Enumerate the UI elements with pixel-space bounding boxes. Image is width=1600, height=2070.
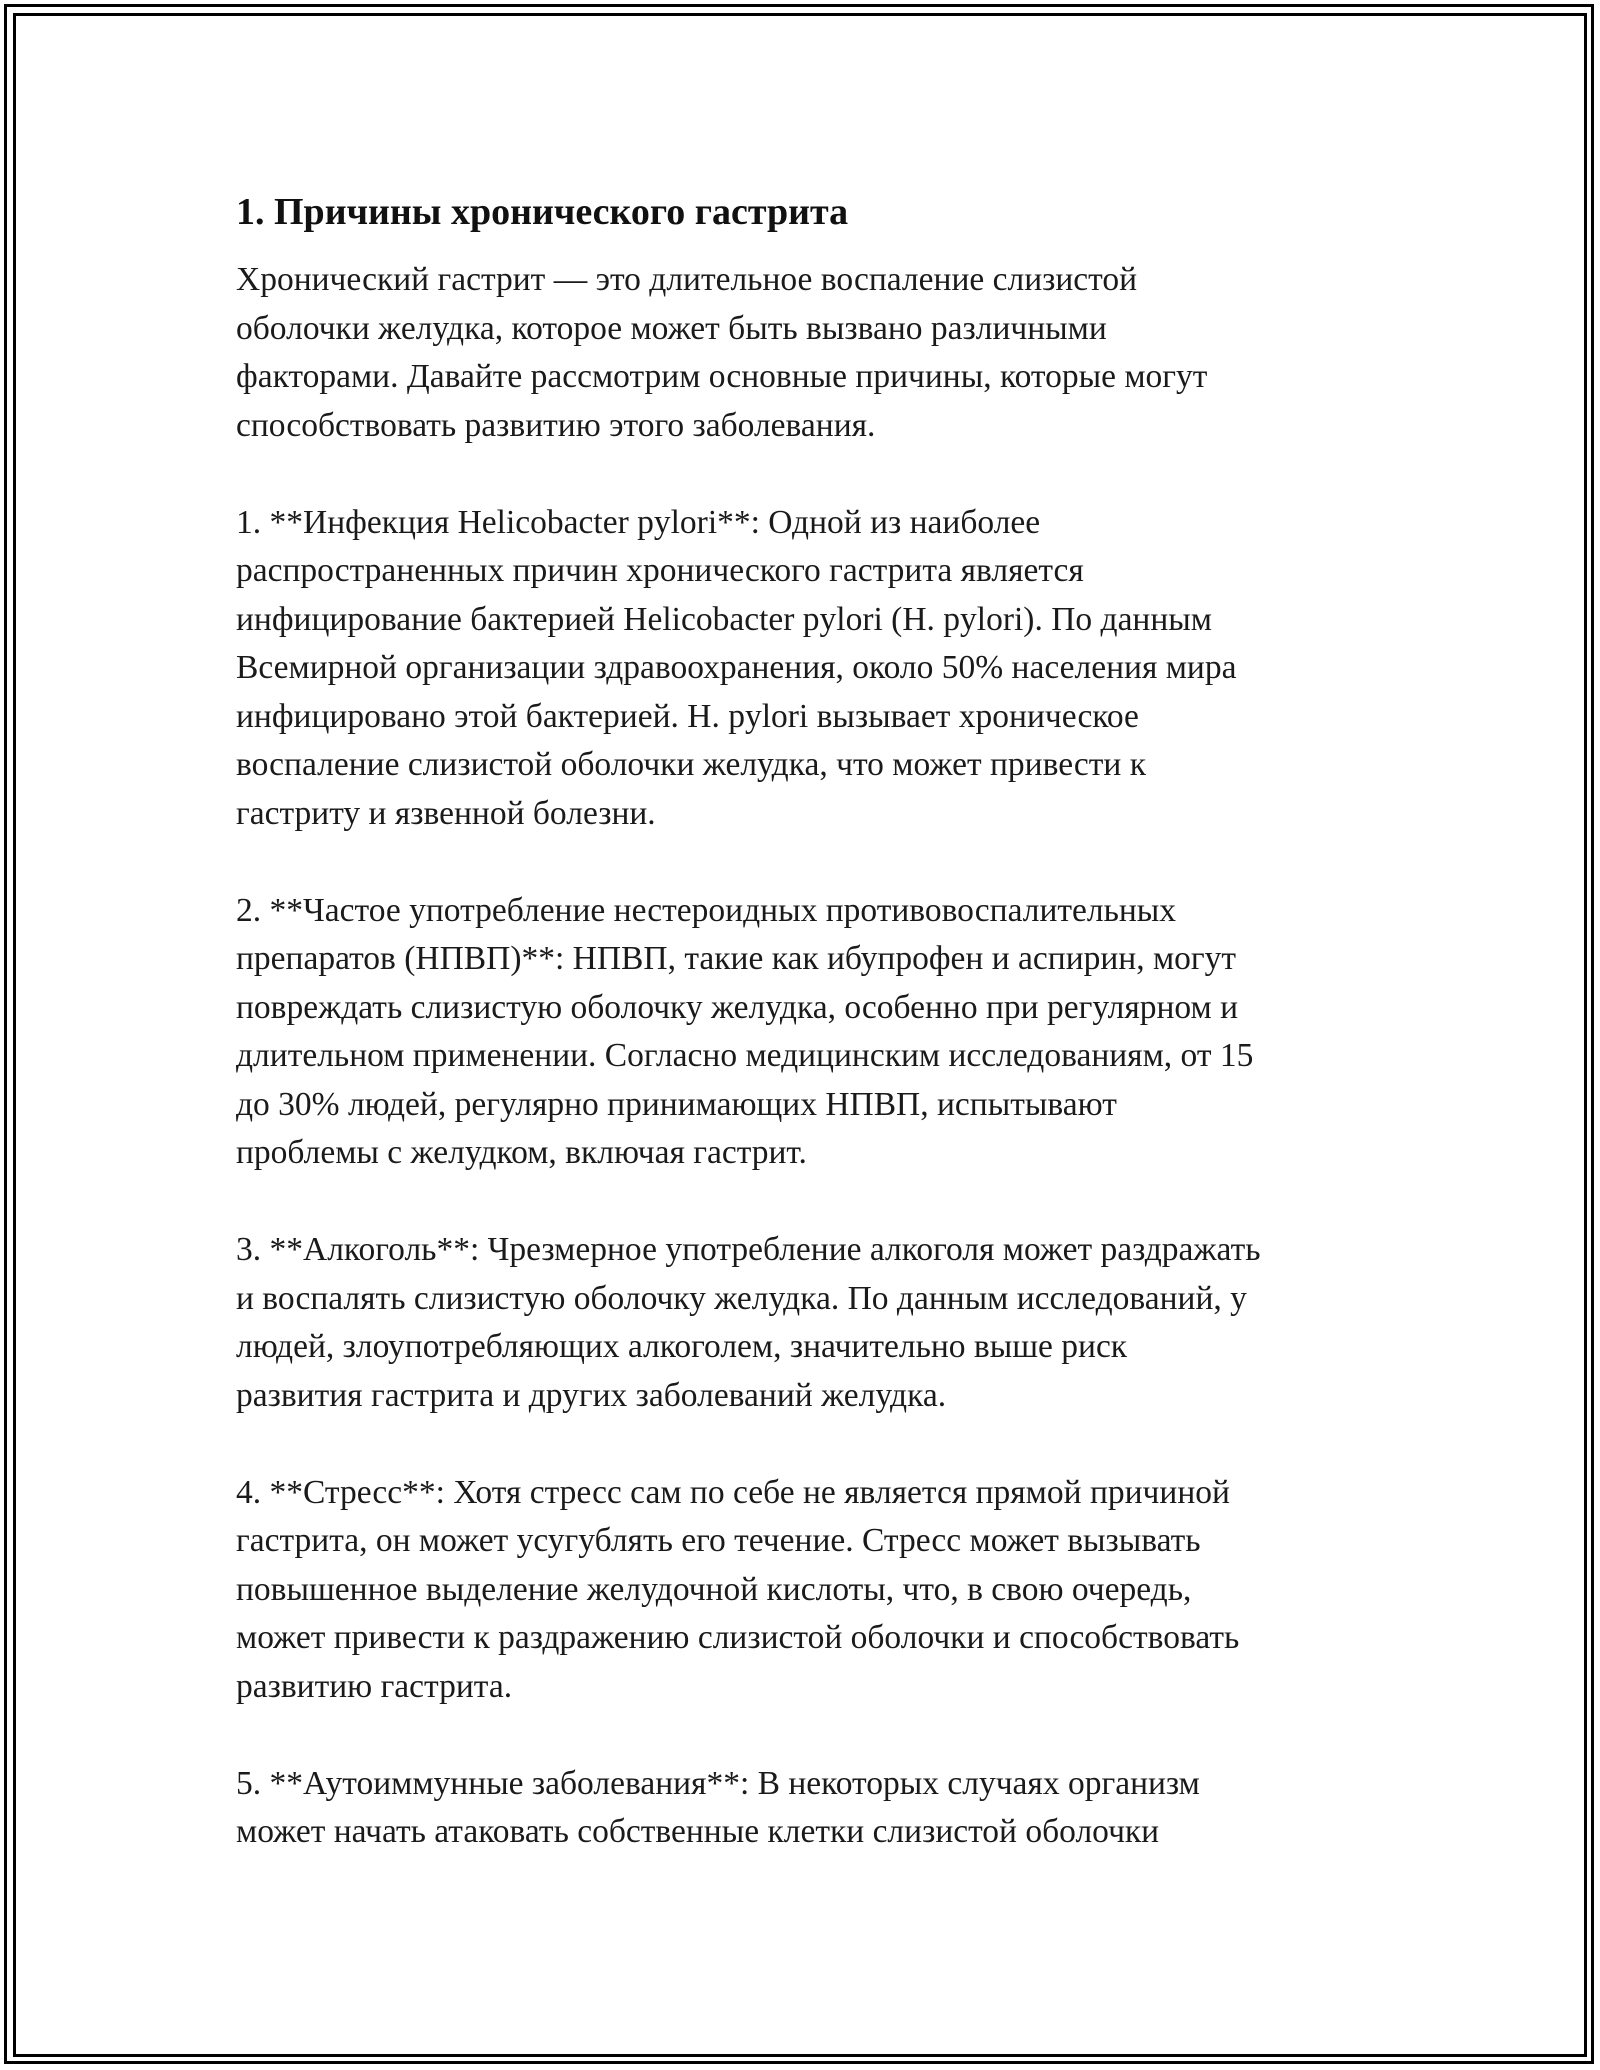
paragraph-list [236, 256, 1376, 1857]
text-line: может привести к раздражению слизистой оболочки и способствовать [236, 1619, 1240, 1656]
text-line: 5. **Аутоиммунные заболевания**: В некоторых случаях организм [236, 1764, 1200, 1802]
text-line: препаратов (НПВП)**: НПВП, такие как ибупрофен и аспирин, могут [236, 940, 1237, 977]
text-line: инфицирование бактерией Helicobacter pylori (H. pylori). По данным [236, 600, 1212, 638]
text-line: 2. **Частое употребление нестероидных противовоспалительных [236, 891, 1177, 929]
text-line: факторами. Давайте рассмотрим основные причины, которые могут [236, 358, 1208, 395]
text-line: инфицировано этой бактерией. H. pylori вызывает хроническое [236, 697, 1139, 735]
text-line: гастрита, он может усугублять его течение. Стресс может вызывать [236, 1522, 1201, 1559]
text-line: повышенное выделение желудочной кислоты, что, в свою очередь, [236, 1570, 1192, 1608]
document-body [236, 188, 1376, 1905]
text-line: 1. **Инфекция Helicobacter pylori**: Одной из наиболее [236, 503, 1041, 541]
text-line: длительном применении. Согласно медицинским исследованиям, от 15 [236, 1037, 1254, 1074]
section-heading: 1. Причины хронического гастрита [236, 191, 849, 233]
list-item-paragraph [236, 499, 1376, 839]
text-line: повреждать слизистую оболочку желудка, особенно при регулярном и [236, 988, 1239, 1026]
text-line: способствовать развитию этого заболевания. [236, 406, 876, 444]
list-item-paragraph [236, 1226, 1376, 1420]
text-line: Всемирной организации здравоохранения, около 50% населения мира [236, 649, 1237, 686]
list-item-paragraph [236, 887, 1376, 1178]
text-line: до 30% людей, регулярно принимающих НПВП, испытывают [236, 1085, 1117, 1123]
list-item-paragraph [236, 1760, 1376, 1857]
text-line: 3. **Алкоголь**: Чрезмерное употребление алкоголя может раздражать [236, 1231, 1261, 1268]
text-line: гастриту и язвенной болезни. [236, 794, 656, 832]
text-line: развитию гастрита. [236, 1667, 513, 1705]
text-line: оболочки желудка, которое может быть вызвано различными [236, 309, 1107, 347]
intro-paragraph [236, 256, 1376, 450]
list-item-paragraph [236, 1469, 1376, 1712]
text-line: Хронический гастрит — это длительное воспаление слизистой [236, 261, 1138, 298]
text-line: воспаление слизистой оболочки желудка, что может привести к [236, 746, 1146, 783]
text-line: 4. **Стресс**: Хотя стресс сам по себе не является прямой причиной [236, 1473, 1230, 1511]
text-line: распространенных причин хронического гастрита является [236, 552, 1084, 589]
text-line: проблемы с желудком, включая гастрит. [236, 1134, 807, 1171]
text-line: и воспалять слизистую оболочку желудка. По данным исследований, у [236, 1279, 1247, 1317]
text-line: развития гастрита и других заболеваний желудка. [236, 1376, 947, 1414]
text-line: людей, злоупотребляющих алкоголем, значительно выше риск [236, 1328, 1128, 1365]
text-line: может начать атаковать собственные клетки слизистой оболочки [236, 1813, 1160, 1850]
